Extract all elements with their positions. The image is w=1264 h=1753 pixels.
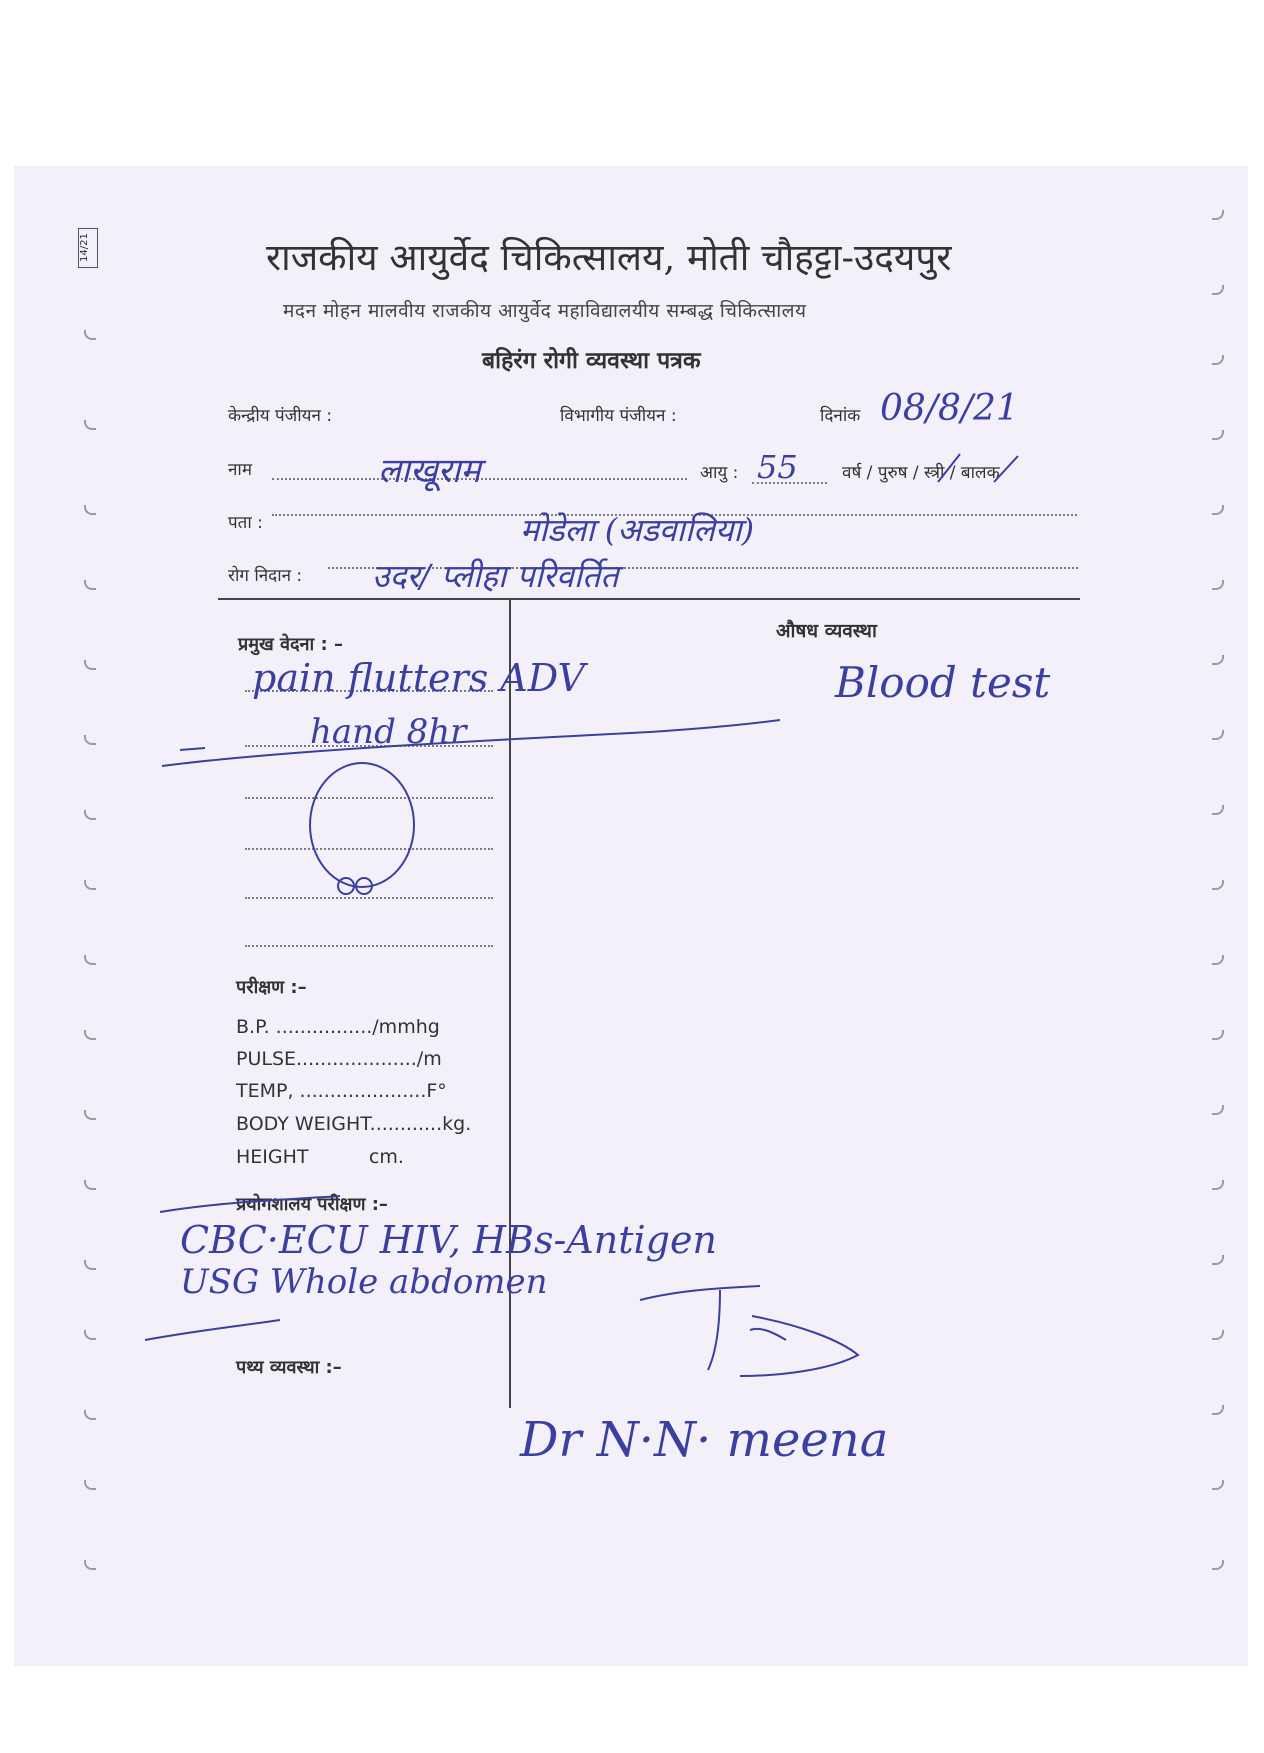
temp-field: TEMP, .....................F° (236, 1080, 447, 1102)
hospital-title: राजकीय आयुर्वेद चिकित्सालय, मोती चौहट्टा-उदयपुर (266, 236, 952, 279)
form-number-tag: 14/21 (78, 228, 98, 268)
form-title: बहिरंग रोगी व्यवस्था पत्रक (482, 348, 701, 374)
name-value: लाखूराम (378, 451, 481, 491)
medication-label: औषध व्यवस्था (776, 620, 877, 642)
height-field: HEIGHT cm. (236, 1146, 404, 1168)
pulse-field: PULSE..................../m (236, 1048, 442, 1070)
hospital-subtitle: मदन मोहन मालवीय राजकीय आयुर्वेद महाविद्यालयीय सम्बद्ध चिकित्सालय (283, 300, 807, 322)
lab-tests-label: प्रयोगशालय परीक्षण :– (236, 1194, 388, 1215)
age-label: आयु : (700, 463, 739, 483)
diet-label: पथ्य व्यवस्था :– (236, 1357, 342, 1378)
examination-label: परीक्षण :– (236, 977, 307, 998)
complaint-text-1: pain flutters ADV (252, 656, 585, 700)
section-divider (218, 598, 1080, 600)
gender-options: वर्ष / पुरुष / स्त्री / बालक (842, 463, 1000, 483)
lab-tests-line-2: USG Whole abdomen (180, 1262, 548, 1302)
medication-note: Blood test (835, 658, 1051, 707)
doctor-signature: Dr N·N· meena (520, 1412, 889, 1468)
date-label: दिनांक (820, 406, 861, 426)
date-value: 08/8/21 (880, 388, 1019, 429)
body-weight-field: BODY WEIGHT............kg. (236, 1113, 472, 1135)
central-registration-label: केन्द्रीय पंजीयन : (228, 406, 333, 426)
name-label: नाम (228, 460, 253, 480)
gender-strikeouts (930, 448, 1070, 488)
diagnosis-value: उदर/ प्लीहा परिवर्तित (372, 557, 619, 595)
address-value: मोडेला (अडवालिया) (520, 511, 755, 549)
complaint-line-6 (245, 945, 493, 947)
complaint-sketch (150, 640, 810, 900)
address-label: पता : (228, 513, 263, 533)
complaints-label: प्रमुख वेदना : – (238, 634, 343, 655)
bp-field: B.P. ................/mmhg (236, 1016, 440, 1038)
lab-tests-line-1: CBC·ECU HIV, HBs-Antigen (180, 1218, 717, 1262)
diagnosis-label: रोग निदान : (228, 566, 303, 586)
complaint-text-2: hand 8hr (310, 712, 467, 752)
age-value: 55 (757, 448, 798, 486)
department-registration-label: विभागीय पंजीयन : (560, 406, 677, 426)
